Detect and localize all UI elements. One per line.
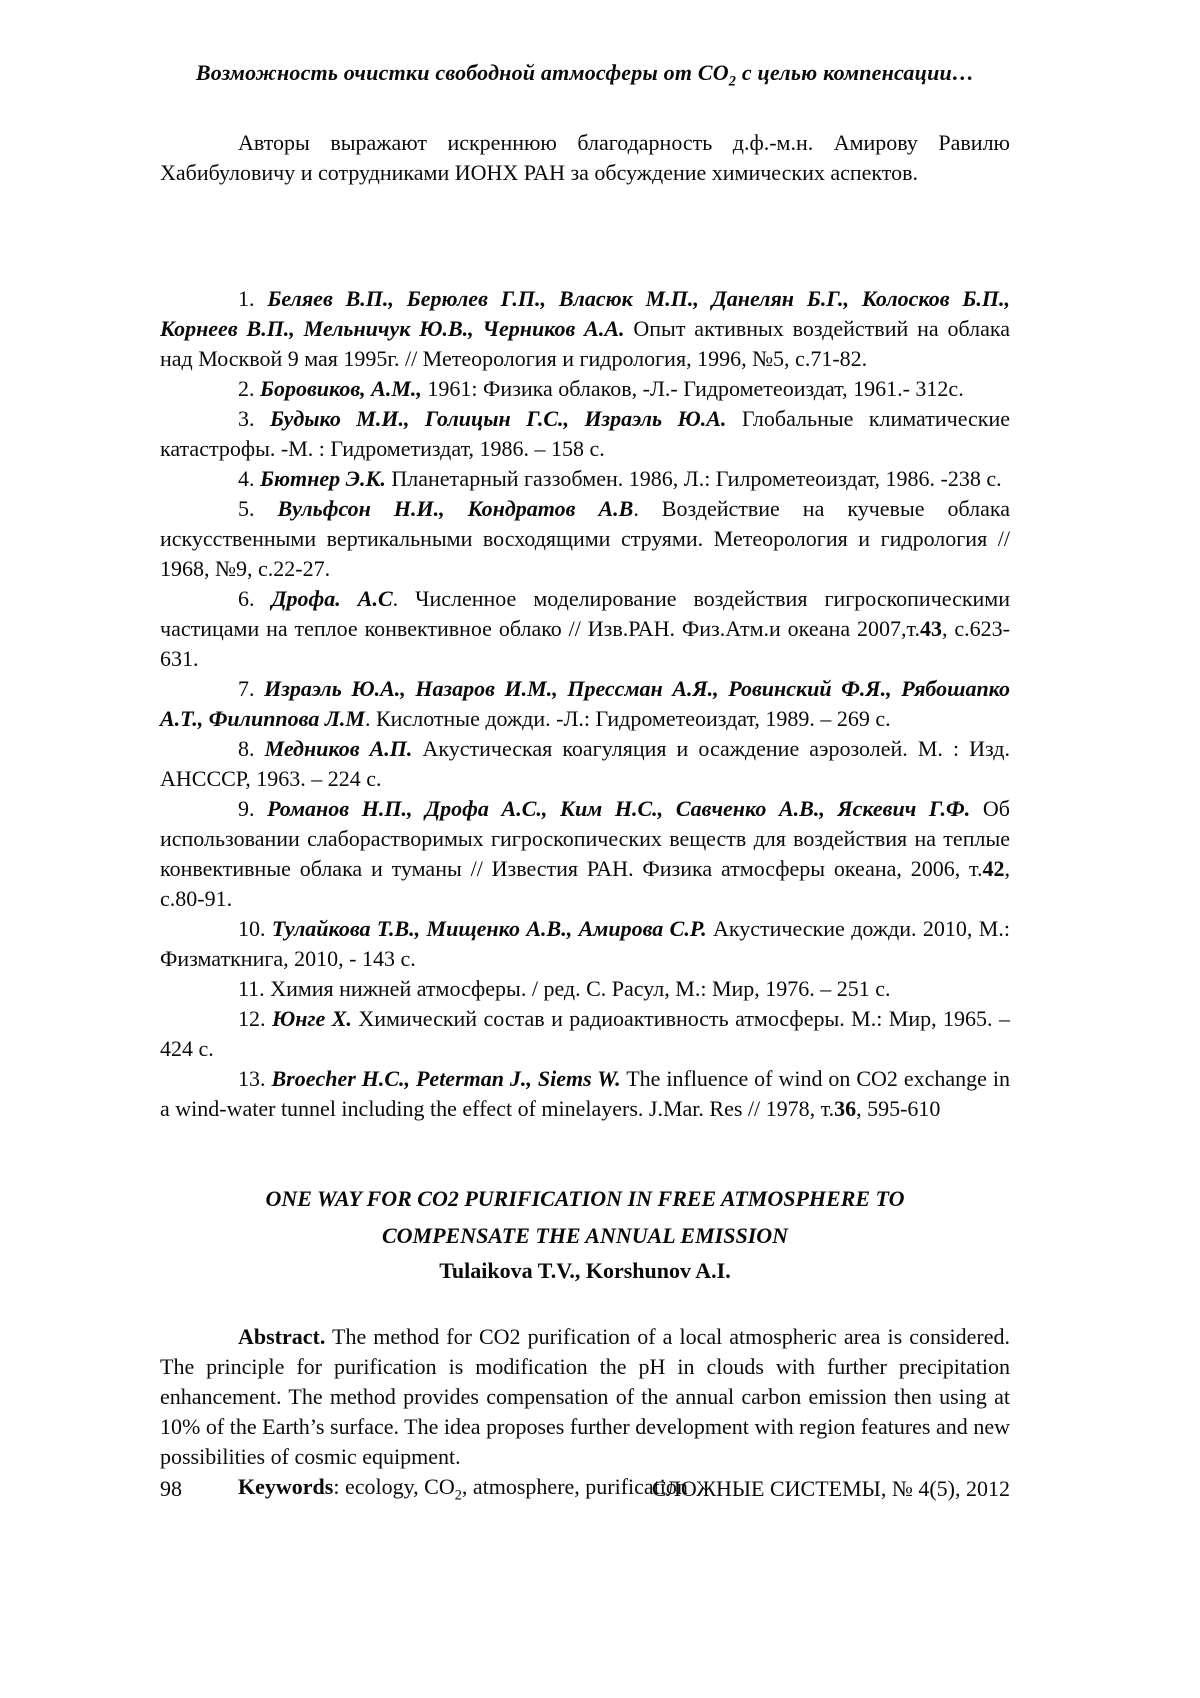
reference-item — [160, 794, 1010, 914]
reference-item — [160, 914, 1010, 974]
text-segment: 42 — [982, 856, 1005, 881]
reference-item — [160, 674, 1010, 734]
reference-item — [160, 974, 1010, 1004]
text-segment: . Воздействие на кучевые облака искусственными вертикальными восходящими струями. Метеорология и гидрология // 1968, №9, с.22-27. — [160, 496, 1010, 581]
text-segment: 4. — [238, 466, 260, 491]
text-segment: 6. — [238, 586, 272, 611]
running-head — [160, 58, 1010, 88]
text-segment: Будыко М.И., Голицын Г.С., Израэль Ю.А. — [269, 406, 727, 431]
text-segment: The method for CO2 purification of a local atmospheric area is considered. The principle for purification is modification the pH in clouds with further precipitation enhancement. The method provides compensation of the annual carbon emission then using at 10% of the Earth’s surface. The idea proposes further development with region features and new possibilities of cosmic equipment. — [160, 1324, 1010, 1469]
text-segment: : ecology, CO — [333, 1474, 455, 1499]
text-segment: 9. — [238, 796, 268, 821]
text-segment: 1961: Физика облаков, -Л.- Гидрометеоиздат, 1961.- 312с. — [421, 376, 964, 401]
reference-item — [160, 734, 1010, 794]
reference-item — [160, 1064, 1010, 1124]
text-segment: Химический состав и радиоактивность атмосферы. М.: Мир, 1965. – 424 с. — [160, 1006, 1011, 1061]
text-segment: Вульфсон Н.И., Кондратов А.В — [277, 496, 634, 521]
text-segment: Abstract. — [238, 1324, 326, 1349]
text-segment: Бютнер Э.К. — [260, 466, 386, 491]
text-segment: 13. — [238, 1066, 272, 1091]
text-segment: , atmosphere, purification — [461, 1474, 688, 1499]
text-segment: 3. — [238, 406, 270, 431]
english-title-block — [160, 1180, 1010, 1288]
text-segment: . Численное моделирование воздействия гигроскопическими частицами на теплое конвективное облако // Изв.РАН. Физ.Атм.и океана 2007,т. — [160, 586, 1010, 641]
text-segment: Опыт активных воздействий на облака над Москвой 9 мая 1995г. // Метеорология и гидрология, 1996, №5, с.71-82. — [160, 316, 1010, 371]
text-segment: 2. — [238, 376, 260, 401]
acknowledgment-paragraph: Авторы выражают искреннюю благодарность д.ф.-м.н. Амирову Равилю Хабибуловичу и сотрудниками ИОНХ РАН за обсуждение химических аспектов. — [160, 130, 1010, 185]
text-segment: 2 — [728, 73, 737, 90]
text-segment: 2 — [454, 1487, 462, 1504]
page-number: 98 — [160, 1476, 182, 1501]
text-segment: 11. Химия нижней атмосферы. / ред. С. Расул, М.: Мир, 1976. – 251 с. — [238, 976, 891, 1001]
text-segment: 1. — [238, 286, 268, 311]
text-segment: Беляев В.П., Берюлев Г.П., Власюк М.П., Данелян Б.Г., Колосков Б.П., Корнеев В.П., Мельничук Ю.В., Черников А.А. — [160, 286, 1010, 341]
reference-item — [160, 1004, 1010, 1064]
reference-item — [160, 404, 1010, 464]
text-segment: Планетарный газзобмен. 1986, Л.: Гилрометеоиздат, 1986. -238 с. — [385, 466, 1002, 491]
text-segment: 5. — [238, 496, 278, 521]
reference-item — [160, 374, 1010, 404]
text-segment: Израэль Ю.А., Назаров И.М., Прессман А.Я., Ровинский Ф.Я., Рябошапко А.Т., Филиппова Л.М — [160, 676, 1010, 731]
text-segment: Об использовании слаборастворимых гигроскопических веществ для воздействия на теплые конвективные облака и туманы // Известия РАН. Физика атмосферы океана, 2006, т. — [160, 796, 1010, 881]
text-segment: с целью компенсации… — [736, 60, 975, 85]
text-segment: 36 — [834, 1096, 857, 1121]
text-segment: Медников А.П. — [264, 736, 413, 761]
text-segment: 8. — [238, 736, 265, 761]
journal-line: СЛОЖНЫЕ СИСТЕМЫ, № 4(5), 2012 — [651, 1476, 1010, 1501]
text-segment: , с.80-91. — [160, 856, 1010, 911]
text-segment: 10. — [238, 916, 272, 941]
reference-item — [160, 494, 1010, 584]
reference-item — [160, 464, 1010, 494]
text-segment: . Кислотные дожди. -Л.: Гидрометеоиздат, 1989. – 269 с. — [365, 706, 891, 731]
text-segment: Глобальные климатические катастрофы. -М. : Гидрометиздат, 1986. – 158 с. — [160, 406, 1010, 461]
text-segment: Романов Н.П., Дрофа А.С., Ким Н.С., Савченко А.В., Яскевич Г.Ф. — [267, 796, 971, 821]
abstract-paragraph — [160, 1322, 1010, 1472]
text-segment: Дрофа. А.С — [271, 586, 393, 611]
text-segment: The influence of wind on CO2 exchange in a wind-water tunnel including the effect of minelayers. J.Mar. Res // 1978, т. — [160, 1066, 1011, 1121]
text-segment: Боровиков, А.М., — [260, 376, 422, 401]
english-authors: Tulaikova T.V., Korshunov A.I. — [439, 1258, 731, 1283]
text-segment: 12. — [238, 1006, 272, 1031]
text-segment: 7. — [238, 676, 265, 701]
text-segment: Broecher H.C., Peterman J., Siems W. — [271, 1066, 621, 1091]
reference-item — [160, 284, 1010, 374]
text-segment: Акустические дожди. 2010, М.: Физматкнига, 2010, - 143 с. — [160, 916, 1010, 971]
page-footer — [160, 1474, 1010, 1504]
text-segment: Тулайкова Т.В., Мищенко А.В., Амирова С.Р. — [271, 916, 707, 941]
text-segment: , с.623-631. — [160, 616, 1010, 671]
text-segment: Keywords — [238, 1474, 334, 1499]
text-segment: , 595-610 — [856, 1096, 941, 1121]
text-segment: Юнге Х. — [271, 1006, 352, 1031]
reference-item — [160, 584, 1010, 674]
english-title-line1: ONE WAY FOR CO2 PURIFICATION IN FREE ATMOSPHERE TO — [265, 1186, 905, 1211]
references-list — [160, 284, 1010, 1124]
text-segment: Акустическая коагуляция и осаждение аэрозолей. М. : Изд. АНСССР, 1963. – 224 с. — [160, 736, 1011, 791]
text-segment: Возможность очистки свободной атмосферы от СО — [195, 60, 729, 85]
english-title-line2: COMPENSATE THE ANNUAL EMISSION — [381, 1223, 789, 1248]
page-content — [160, 58, 1010, 1502]
text-segment: 43 — [920, 616, 943, 641]
